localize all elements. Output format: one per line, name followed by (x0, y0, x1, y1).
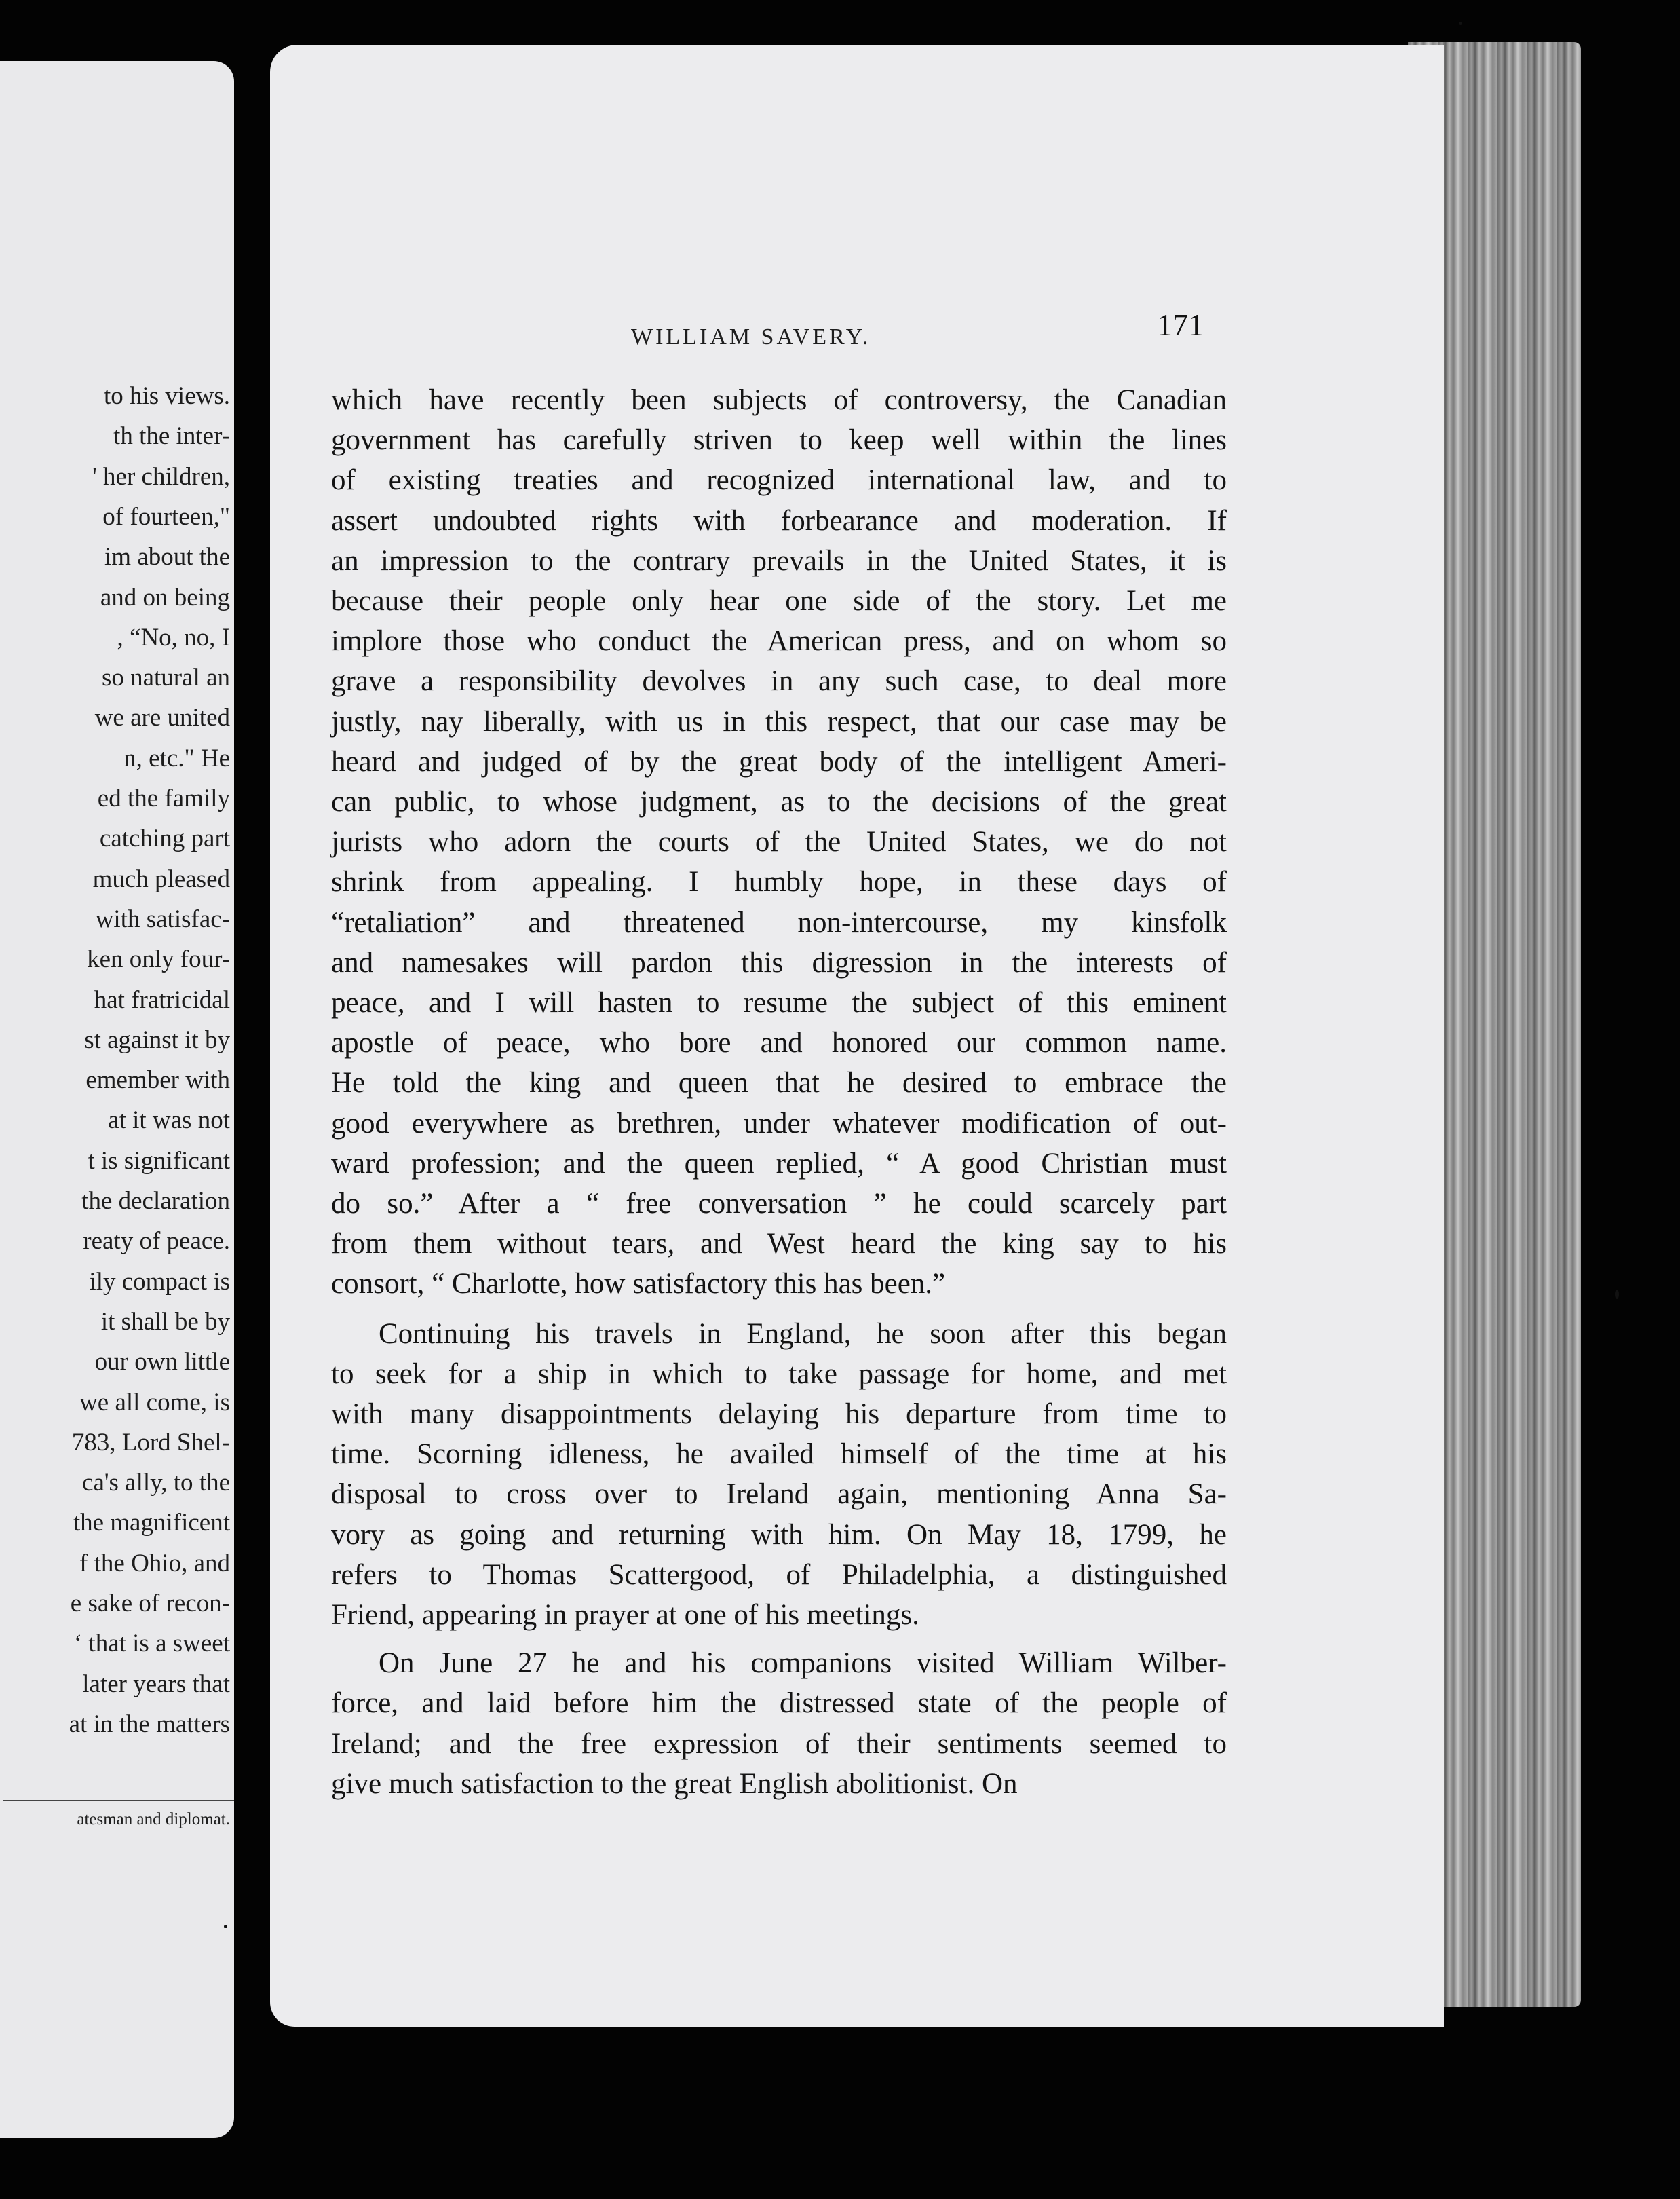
body-line: vory as going and returning with him. On May 18, 1799, he (331, 1518, 1227, 1551)
left-page-line: our own little (94, 1348, 230, 1376)
body-line: He told the king and queen that he desired to embrace the (331, 1067, 1227, 1100)
body-line: good everywhere as brethren, under whatever modification of out- (331, 1107, 1227, 1140)
body-line: and namesakes will pardon this digression in the interests of (331, 946, 1227, 979)
running-head: WILLIAM SAVERY. (631, 324, 871, 350)
speck (1615, 1290, 1619, 1299)
body-line: disposal to cross over to Ireland again, mentioning Anna Sa- (331, 1478, 1227, 1511)
left-page-line: 783, Lord Shel- (71, 1428, 230, 1456)
body-line: Continuing his travels in England, he soon after this began (379, 1317, 1227, 1350)
left-page-line: catching part (99, 825, 230, 853)
body-line: Friend, appearing in prayer at one of his meetings. (331, 1599, 919, 1631)
left-page-line: the magnificent (73, 1509, 230, 1537)
left-page-line: e sake of recon- (70, 1590, 230, 1617)
left-page-line: to his views. (103, 382, 230, 410)
left-page-line: ' her children, (92, 462, 230, 491)
body-line: government has carefully striven to keep well within the lines (331, 424, 1227, 457)
left-page-line: with satisfac- (95, 905, 230, 933)
left-page-line: much pleased (92, 865, 230, 893)
body-line: justly, nay liberally, with us in this respect, that our case may be (331, 705, 1227, 738)
body-line: On June 27 he and his companions visited William Wilber- (379, 1647, 1227, 1680)
body-line: “retaliation” and threatened non-intercourse, my kinsfolk (331, 906, 1227, 939)
left-page-line: ‘ that is a sweet (73, 1630, 230, 1658)
left-page-line: th the inter- (113, 422, 230, 451)
body-line: time. Scorning idleness, he availed himself of the time at his (331, 1438, 1227, 1471)
left-page-line: emember with (85, 1066, 230, 1095)
left-page-line: at it was not (108, 1106, 230, 1135)
left-page-line: f the Ohio, and (79, 1549, 230, 1577)
footnote-rule (3, 1800, 234, 1801)
left-page-line: we all come, is (79, 1388, 230, 1416)
body-line: because their people only hear one side of the story. Let me (331, 585, 1227, 617)
body-line: can public, to whose judgment, as to the decisions of the great (331, 786, 1227, 818)
left-page-line: and on being (100, 583, 230, 612)
left-page-line: it shall be by (100, 1307, 230, 1336)
body-line: to seek for a ship in which to take passage for home, and met (331, 1357, 1227, 1390)
body-line: jurists who adorn the courts of the United States, we do not (331, 826, 1227, 859)
left-page-line: ca's ally, to the (82, 1469, 230, 1497)
left-page-line: at in the matters (69, 1710, 230, 1738)
left-page-line: im about the (104, 543, 230, 571)
body-line: apostle of peace, who bore and honored our common name. (331, 1027, 1227, 1059)
body-line: which have recently been subjects of controversy, the Canadian (331, 384, 1227, 416)
body-line: give much satisfaction to the great English abolitionist. On (331, 1767, 1018, 1800)
left-page-line: st against it by (84, 1026, 230, 1054)
left-page-line: so natural an (101, 664, 230, 692)
body-line: do so.” After a “ free conversation ” he could scarcely part (331, 1188, 1227, 1220)
body-line: consort, “ Charlotte, how satisfactory this has been.” (331, 1268, 946, 1300)
left-footnote: atesman and diplomat. (77, 1810, 230, 1828)
speck (1459, 22, 1462, 25)
body-line: refers to Thomas Scattergood, of Philadelphia, a distinguished (331, 1558, 1227, 1591)
left-page-line: ken only four- (87, 945, 230, 974)
left-page-line: we are united (94, 704, 230, 732)
left-page-line: the declaration (81, 1187, 230, 1215)
left-page-line: hat fratricidal (94, 985, 230, 1014)
left-page-line: , “No, no, I (117, 623, 230, 652)
body-line: ward profession; and the queen replied, “ A good Christian must (331, 1147, 1227, 1180)
body-line: peace, and I will hasten to resume the subject of this eminent (331, 987, 1227, 1019)
body-line: an impression to the contrary prevails in the United States, it is (331, 544, 1227, 577)
body-line: heard and judged of by the great body of the intelligent Ameri- (331, 745, 1227, 778)
left-page-line: ily compact is (89, 1267, 230, 1296)
left-facing-page (0, 61, 234, 2138)
left-page-line: t is significant (88, 1146, 230, 1175)
left-page-line: later years that (82, 1670, 230, 1698)
left-page-line: n, etc." He (123, 744, 230, 772)
page-number: 171 (1157, 307, 1204, 342)
body-line: Ireland; and the free expression of their sentiments seemed to (331, 1727, 1227, 1760)
body-line: grave a responsibility devolves in any such case, to deal more (331, 665, 1227, 698)
left-page-line: of fourteen," (102, 502, 230, 531)
left-page-line: reaty of peace. (83, 1227, 230, 1256)
body-line: with many disappointments delaying his departure from time to (331, 1398, 1227, 1430)
body-line: force, and laid before him the distressed state of the people of (331, 1687, 1227, 1720)
body-line: implore those who conduct the American press, and on whom so (331, 625, 1227, 658)
body-line: from them without tears, and West heard the king say to his (331, 1228, 1227, 1260)
left-page-line: ed the family (97, 785, 230, 812)
speck (224, 1925, 227, 1928)
body-line: shrink from appealing. I humbly hope, in these days of (331, 866, 1227, 899)
body-line: of existing treaties and recognized international law, and to (331, 464, 1227, 497)
body-line: assert undoubted rights with forbearance and moderation. If (331, 504, 1227, 537)
